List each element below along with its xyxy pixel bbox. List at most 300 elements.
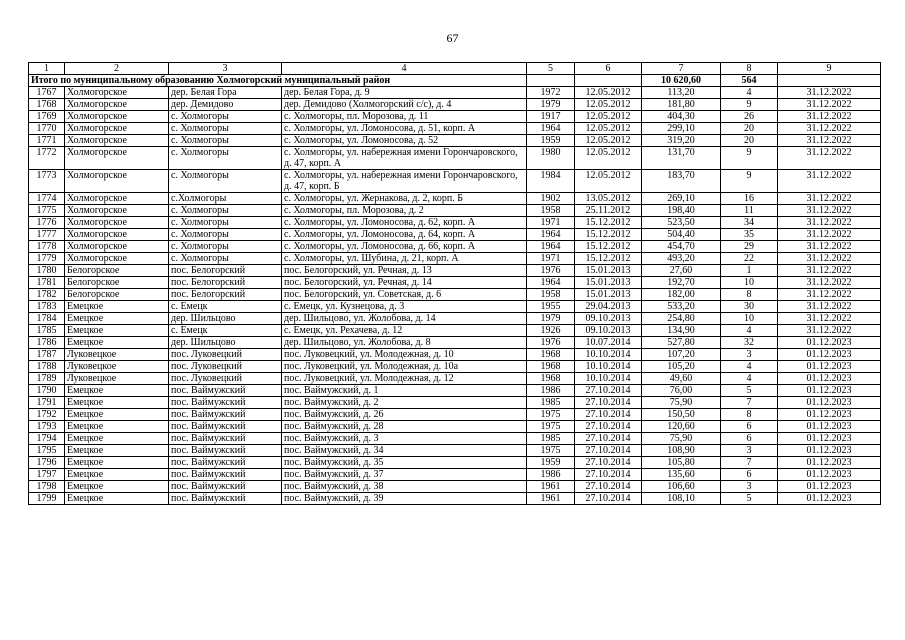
residents-cell: 4: [721, 361, 778, 373]
table-row: [29, 397, 881, 409]
table-row: [29, 445, 881, 457]
year-built-cell: 1986: [527, 469, 575, 481]
residents-cell: 3: [721, 481, 778, 493]
total-row: [29, 75, 881, 87]
table-row: [29, 205, 881, 217]
table-row: [29, 469, 881, 481]
relocation-deadline-cell: 31.12.2022: [778, 325, 881, 337]
residents-cell: 26: [721, 111, 778, 123]
column-number: 3: [169, 63, 282, 75]
residents-cell: 9: [721, 147, 778, 170]
year-built-cell: 1975: [527, 445, 575, 457]
year-built-cell: 1971: [527, 253, 575, 265]
row-number-cell: 1787: [29, 349, 65, 361]
locality-cell: с. Емецк: [169, 325, 282, 337]
address-cell: с. Холмогоры, ул. Ломоносова, д. 52: [282, 135, 527, 147]
residents-cell: 1: [721, 265, 778, 277]
settlement-cell: Емецкое: [65, 397, 169, 409]
locality-cell: пос. Луковецкий: [169, 373, 282, 385]
residents-cell: 34: [721, 217, 778, 229]
settlement-cell: Луковецкое: [65, 349, 169, 361]
residents-cell: 6: [721, 433, 778, 445]
area-cell: 105,20: [642, 361, 721, 373]
year-built-cell: 1968: [527, 349, 575, 361]
recognition-date-cell: 09.10.2013: [575, 313, 642, 325]
row-number-cell: 1796: [29, 457, 65, 469]
settlement-cell: Холмогорское: [65, 87, 169, 99]
row-number-cell: 1784: [29, 313, 65, 325]
table-row: [29, 325, 881, 337]
settlement-cell: Холмогорское: [65, 229, 169, 241]
residents-cell: 4: [721, 87, 778, 99]
relocation-deadline-cell: 31.12.2022: [778, 265, 881, 277]
residents-cell: 7: [721, 397, 778, 409]
table-row: [29, 253, 881, 265]
row-number-cell: 1797: [29, 469, 65, 481]
settlement-cell: Холмогорское: [65, 111, 169, 123]
year-built-cell: 1961: [527, 481, 575, 493]
relocation-deadline-cell: 01.12.2023: [778, 493, 881, 505]
row-number-cell: 1798: [29, 481, 65, 493]
address-cell: с. Холмогоры, ул. Ломоносова, д. 64, корп. А: [282, 229, 527, 241]
settlement-cell: Луковецкое: [65, 373, 169, 385]
address-cell: с. Холмогоры, ул. набережная имени Горончаровского, д. 47, корп. А: [282, 147, 527, 170]
relocation-deadline-cell: 31.12.2022: [778, 123, 881, 135]
area-cell: 527,80: [642, 337, 721, 349]
column-number: 9: [778, 63, 881, 75]
settlement-cell: Холмогорское: [65, 241, 169, 253]
table-body: [29, 63, 881, 505]
address-cell: с. Холмогоры, ул. Ломоносова, д. 51, корп. А: [282, 123, 527, 135]
residents-cell: 6: [721, 421, 778, 433]
row-number-cell: 1794: [29, 433, 65, 445]
row-number-cell: 1775: [29, 205, 65, 217]
settlement-cell: Емецкое: [65, 469, 169, 481]
residents-cell: 35: [721, 229, 778, 241]
residents-cell: 32: [721, 337, 778, 349]
residents-cell: 29: [721, 241, 778, 253]
table-row: [29, 313, 881, 325]
year-built-cell: 1975: [527, 409, 575, 421]
relocation-deadline-cell: 01.12.2023: [778, 337, 881, 349]
relocation-deadline-cell: 31.12.2022: [778, 170, 881, 193]
relocation-deadline-cell: 31.12.2022: [778, 217, 881, 229]
year-built-cell: 1958: [527, 205, 575, 217]
table-row: [29, 147, 881, 170]
residents-cell: 3: [721, 445, 778, 457]
area-cell: 105,80: [642, 457, 721, 469]
recognition-date-cell: 25.11.2012: [575, 205, 642, 217]
address-cell: с. Холмогоры, пл. Морозова, д. 11: [282, 111, 527, 123]
address-cell: пос. Ваймужский, д. 26: [282, 409, 527, 421]
row-number-cell: 1778: [29, 241, 65, 253]
recognition-date-cell: 15.12.2012: [575, 229, 642, 241]
address-cell: с. Холмогоры, ул. Ломоносова, д. 66, корп. А: [282, 241, 527, 253]
area-cell: 107,20: [642, 349, 721, 361]
year-built-cell: 1964: [527, 241, 575, 253]
address-cell: пос. Белогорский, ул. Советская, д. 6: [282, 289, 527, 301]
area-cell: 108,90: [642, 445, 721, 457]
relocation-deadline-cell: 31.12.2022: [778, 241, 881, 253]
address-cell: пос. Белогорский, ул. Речная, д. 14: [282, 277, 527, 289]
table-row: [29, 135, 881, 147]
locality-cell: с. Холмогоры: [169, 123, 282, 135]
locality-cell: пос. Белогорский: [169, 289, 282, 301]
locality-cell: с. Холмогоры: [169, 241, 282, 253]
area-cell: 75,90: [642, 433, 721, 445]
recognition-date-cell: 10.10.2014: [575, 349, 642, 361]
recognition-date-cell: 10.10.2014: [575, 373, 642, 385]
settlement-cell: Луковецкое: [65, 361, 169, 373]
table-row: [29, 349, 881, 361]
relocation-deadline-cell: 01.12.2023: [778, 409, 881, 421]
settlement-cell: Емецкое: [65, 445, 169, 457]
residents-cell: 8: [721, 409, 778, 421]
area-cell: 269,10: [642, 193, 721, 205]
residents-cell: 16: [721, 193, 778, 205]
table-row: [29, 265, 881, 277]
area-cell: 523,50: [642, 217, 721, 229]
residents-cell: 9: [721, 170, 778, 193]
row-number-cell: 1799: [29, 493, 65, 505]
total-empty-cell: [575, 75, 642, 87]
table-row: [29, 193, 881, 205]
table-row: [29, 241, 881, 253]
settlement-cell: Холмогорское: [65, 217, 169, 229]
year-built-cell: 1955: [527, 301, 575, 313]
recognition-date-cell: 15.01.2013: [575, 277, 642, 289]
locality-cell: пос. Ваймужский: [169, 493, 282, 505]
row-number-cell: 1769: [29, 111, 65, 123]
row-number-cell: 1782: [29, 289, 65, 301]
relocation-deadline-cell: 31.12.2022: [778, 301, 881, 313]
residents-cell: 30: [721, 301, 778, 313]
area-cell: 49,60: [642, 373, 721, 385]
address-cell: с. Холмогоры, ул. Жернакова, д. 2, корп. Б: [282, 193, 527, 205]
year-built-cell: 1972: [527, 87, 575, 99]
year-built-cell: 1968: [527, 361, 575, 373]
locality-cell: дер. Шильцово: [169, 337, 282, 349]
table-row: [29, 433, 881, 445]
column-number: 7: [642, 63, 721, 75]
relocation-deadline-cell: 01.12.2023: [778, 457, 881, 469]
residents-cell: 10: [721, 277, 778, 289]
recognition-date-cell: 12.05.2012: [575, 87, 642, 99]
recognition-date-cell: 12.05.2012: [575, 170, 642, 193]
relocation-deadline-cell: 31.12.2022: [778, 87, 881, 99]
address-cell: пос. Ваймужский, д. 35: [282, 457, 527, 469]
locality-cell: пос. Ваймужский: [169, 457, 282, 469]
area-cell: 108,10: [642, 493, 721, 505]
area-cell: 183,70: [642, 170, 721, 193]
year-built-cell: 1984: [527, 170, 575, 193]
column-number: 4: [282, 63, 527, 75]
relocation-deadline-cell: 31.12.2022: [778, 135, 881, 147]
relocation-deadline-cell: 31.12.2022: [778, 253, 881, 265]
address-cell: с. Холмогоры, ул. Ломоносова, д. 62, корп. А: [282, 217, 527, 229]
locality-cell: с. Холмогоры: [169, 217, 282, 229]
area-cell: 254,80: [642, 313, 721, 325]
residents-cell: 22: [721, 253, 778, 265]
relocation-deadline-cell: 01.12.2023: [778, 421, 881, 433]
table-row: [29, 409, 881, 421]
locality-cell: с. Холмогоры: [169, 229, 282, 241]
locality-cell: пос. Ваймужский: [169, 445, 282, 457]
recognition-date-cell: 15.01.2013: [575, 289, 642, 301]
row-number-cell: 1767: [29, 87, 65, 99]
table-row: [29, 229, 881, 241]
recognition-date-cell: 10.07.2014: [575, 337, 642, 349]
table-row: [29, 99, 881, 111]
area-cell: 182,00: [642, 289, 721, 301]
settlement-cell: Емецкое: [65, 301, 169, 313]
area-cell: 454,70: [642, 241, 721, 253]
recognition-date-cell: 15.01.2013: [575, 265, 642, 277]
settlement-cell: Емецкое: [65, 313, 169, 325]
locality-cell: пос. Луковецкий: [169, 361, 282, 373]
total-area: 10 620,60: [642, 75, 721, 87]
column-number: 8: [721, 63, 778, 75]
row-number-cell: 1786: [29, 337, 65, 349]
area-cell: 198,40: [642, 205, 721, 217]
row-number-cell: 1772: [29, 147, 65, 170]
locality-cell: дер. Белая Гора: [169, 87, 282, 99]
total-empty-cell: [527, 75, 575, 87]
table-row: [29, 337, 881, 349]
area-cell: 181,80: [642, 99, 721, 111]
relocation-deadline-cell: 31.12.2022: [778, 205, 881, 217]
locality-cell: пос. Ваймужский: [169, 397, 282, 409]
table-row: [29, 361, 881, 373]
locality-cell: дер. Шильцово: [169, 313, 282, 325]
settlement-cell: Холмогорское: [65, 123, 169, 135]
address-cell: с. Холмогоры, ул. набережная имени Горончаровского, д. 47, корп. Б: [282, 170, 527, 193]
residents-cell: 4: [721, 325, 778, 337]
settlement-cell: Холмогорское: [65, 99, 169, 111]
area-cell: 134,90: [642, 325, 721, 337]
row-number-cell: 1793: [29, 421, 65, 433]
recognition-date-cell: 27.10.2014: [575, 493, 642, 505]
area-cell: 106,60: [642, 481, 721, 493]
relocation-deadline-cell: 31.12.2022: [778, 313, 881, 325]
row-number-cell: 1773: [29, 170, 65, 193]
year-built-cell: 1968: [527, 373, 575, 385]
year-built-cell: 1959: [527, 135, 575, 147]
recognition-date-cell: 27.10.2014: [575, 385, 642, 397]
row-number-cell: 1776: [29, 217, 65, 229]
year-built-cell: 1971: [527, 217, 575, 229]
area-cell: 192,70: [642, 277, 721, 289]
area-cell: 27,60: [642, 265, 721, 277]
total-label: Итого по муниципальному образованию Холмогорский муниципальный район: [29, 75, 527, 87]
settlement-cell: Холмогорское: [65, 205, 169, 217]
relocation-deadline-cell: 31.12.2022: [778, 99, 881, 111]
area-cell: 120,60: [642, 421, 721, 433]
area-cell: 299,10: [642, 123, 721, 135]
recognition-date-cell: 13.05.2012: [575, 193, 642, 205]
address-cell: с. Холмогоры, пл. Морозова, д. 2: [282, 205, 527, 217]
address-cell: пос. Луковецкий, ул. Молодежная, д. 10а: [282, 361, 527, 373]
total-empty-cell: [778, 75, 881, 87]
locality-cell: с. Емецк: [169, 301, 282, 313]
row-number-cell: 1783: [29, 301, 65, 313]
year-built-cell: 1958: [527, 289, 575, 301]
address-cell: с. Холмогоры, ул. Шубина, д. 21, корп. А: [282, 253, 527, 265]
area-cell: 75,90: [642, 397, 721, 409]
year-built-cell: 1959: [527, 457, 575, 469]
residents-cell: 4: [721, 373, 778, 385]
locality-cell: пос. Ваймужский: [169, 409, 282, 421]
address-cell: пос. Ваймужский, д. 37: [282, 469, 527, 481]
settlement-cell: Холмогорское: [65, 170, 169, 193]
settlement-cell: Емецкое: [65, 457, 169, 469]
settlement-cell: Холмогорское: [65, 135, 169, 147]
year-built-cell: 1917: [527, 111, 575, 123]
relocation-deadline-cell: 01.12.2023: [778, 481, 881, 493]
address-cell: пос. Ваймужский, д. 28: [282, 421, 527, 433]
table-row: [29, 493, 881, 505]
relocation-deadline-cell: 31.12.2022: [778, 147, 881, 170]
relocation-deadline-cell: 31.12.2022: [778, 289, 881, 301]
locality-cell: с. Холмогоры: [169, 253, 282, 265]
table-row: [29, 481, 881, 493]
recognition-date-cell: 12.05.2012: [575, 123, 642, 135]
year-built-cell: 1961: [527, 493, 575, 505]
locality-cell: с. Холмогоры: [169, 147, 282, 170]
settlement-cell: Холмогорское: [65, 193, 169, 205]
year-built-cell: 1926: [527, 325, 575, 337]
year-built-cell: 1975: [527, 421, 575, 433]
settlement-cell: Белогорское: [65, 277, 169, 289]
residents-cell: 5: [721, 493, 778, 505]
year-built-cell: 1902: [527, 193, 575, 205]
table-row: [29, 170, 881, 193]
area-cell: 150,50: [642, 409, 721, 421]
table-row: [29, 111, 881, 123]
residents-cell: 9: [721, 99, 778, 111]
year-built-cell: 1985: [527, 397, 575, 409]
table-row: [29, 87, 881, 99]
area-cell: 533,20: [642, 301, 721, 313]
recognition-date-cell: 12.05.2012: [575, 99, 642, 111]
address-cell: пос. Ваймужский, д. 1: [282, 385, 527, 397]
relocation-deadline-cell: 01.12.2023: [778, 445, 881, 457]
table-row: [29, 217, 881, 229]
relocation-deadline-cell: 01.12.2023: [778, 469, 881, 481]
row-number-cell: 1790: [29, 385, 65, 397]
locality-cell: пос. Ваймужский: [169, 385, 282, 397]
relocation-deadline-cell: 01.12.2023: [778, 385, 881, 397]
year-built-cell: 1976: [527, 265, 575, 277]
address-cell: пос. Белогорский, ул. Речная, д. 13: [282, 265, 527, 277]
settlement-cell: Холмогорское: [65, 147, 169, 170]
relocation-deadline-cell: 01.12.2023: [778, 433, 881, 445]
column-number: 2: [65, 63, 169, 75]
total-residents: 564: [721, 75, 778, 87]
address-cell: с. Емецк, ул. Рехачева, д. 12: [282, 325, 527, 337]
year-built-cell: 1964: [527, 229, 575, 241]
year-built-cell: 1964: [527, 123, 575, 135]
residents-cell: 5: [721, 385, 778, 397]
residents-cell: 3: [721, 349, 778, 361]
page-number: 67: [446, 31, 459, 45]
residents-cell: 6: [721, 469, 778, 481]
settlement-cell: Белогорское: [65, 289, 169, 301]
settlement-cell: Емецкое: [65, 433, 169, 445]
year-built-cell: 1979: [527, 313, 575, 325]
recognition-date-cell: 27.10.2014: [575, 409, 642, 421]
row-number-cell: 1788: [29, 361, 65, 373]
column-number: 6: [575, 63, 642, 75]
recognition-date-cell: 27.10.2014: [575, 397, 642, 409]
settlement-cell: Емецкое: [65, 481, 169, 493]
area-cell: 76,00: [642, 385, 721, 397]
area-cell: 135,60: [642, 469, 721, 481]
housing-registry-table: [28, 62, 881, 505]
row-number-cell: 1795: [29, 445, 65, 457]
recognition-date-cell: 27.10.2014: [575, 469, 642, 481]
address-cell: пос. Ваймужский, д. 2: [282, 397, 527, 409]
address-cell: пос. Ваймужский, д. 39: [282, 493, 527, 505]
row-number-cell: 1785: [29, 325, 65, 337]
address-cell: дер. Демидово (Холмогорский с/с), д. 4: [282, 99, 527, 111]
address-cell: пос. Луковецкий, ул. Молодежная, д. 12: [282, 373, 527, 385]
address-cell: с. Емецк, ул. Кузнецова, д. 3: [282, 301, 527, 313]
row-number-cell: 1791: [29, 397, 65, 409]
column-number-row: [29, 63, 881, 75]
recognition-date-cell: 12.05.2012: [575, 135, 642, 147]
area-cell: 493,20: [642, 253, 721, 265]
relocation-deadline-cell: 01.12.2023: [778, 349, 881, 361]
settlement-cell: Емецкое: [65, 385, 169, 397]
area-cell: 319,20: [642, 135, 721, 147]
locality-cell: пос. Ваймужский: [169, 481, 282, 493]
recognition-date-cell: 27.10.2014: [575, 457, 642, 469]
address-cell: пос. Луковецкий, ул. Молодежная, д. 10: [282, 349, 527, 361]
recognition-date-cell: 10.10.2014: [575, 361, 642, 373]
locality-cell: пос. Ваймужский: [169, 433, 282, 445]
relocation-deadline-cell: 31.12.2022: [778, 193, 881, 205]
locality-cell: дер. Демидово: [169, 99, 282, 111]
row-number-cell: 1781: [29, 277, 65, 289]
address-cell: дер. Шильцово, ул. Жолобова, д. 8: [282, 337, 527, 349]
relocation-deadline-cell: 01.12.2023: [778, 361, 881, 373]
column-number: 5: [527, 63, 575, 75]
locality-cell: пос. Ваймужский: [169, 469, 282, 481]
address-cell: пос. Ваймужский, д. 38: [282, 481, 527, 493]
locality-cell: с.Холмогоры: [169, 193, 282, 205]
settlement-cell: Емецкое: [65, 409, 169, 421]
residents-cell: 20: [721, 123, 778, 135]
recognition-date-cell: 27.10.2014: [575, 433, 642, 445]
relocation-deadline-cell: 31.12.2022: [778, 229, 881, 241]
area-cell: 404,30: [642, 111, 721, 123]
recognition-date-cell: 12.05.2012: [575, 147, 642, 170]
residents-cell: 10: [721, 313, 778, 325]
recognition-date-cell: 27.10.2014: [575, 445, 642, 457]
address-cell: пос. Ваймужский, д. 3: [282, 433, 527, 445]
address-cell: дер. Шильцово, ул. Жолобова, д. 14: [282, 313, 527, 325]
row-number-cell: 1768: [29, 99, 65, 111]
table-row: [29, 123, 881, 135]
row-number-cell: 1789: [29, 373, 65, 385]
row-number-cell: 1792: [29, 409, 65, 421]
residents-cell: 20: [721, 135, 778, 147]
address-cell: пос. Ваймужский, д. 34: [282, 445, 527, 457]
recognition-date-cell: 12.05.2012: [575, 111, 642, 123]
row-number-cell: 1777: [29, 229, 65, 241]
area-cell: 113,20: [642, 87, 721, 99]
